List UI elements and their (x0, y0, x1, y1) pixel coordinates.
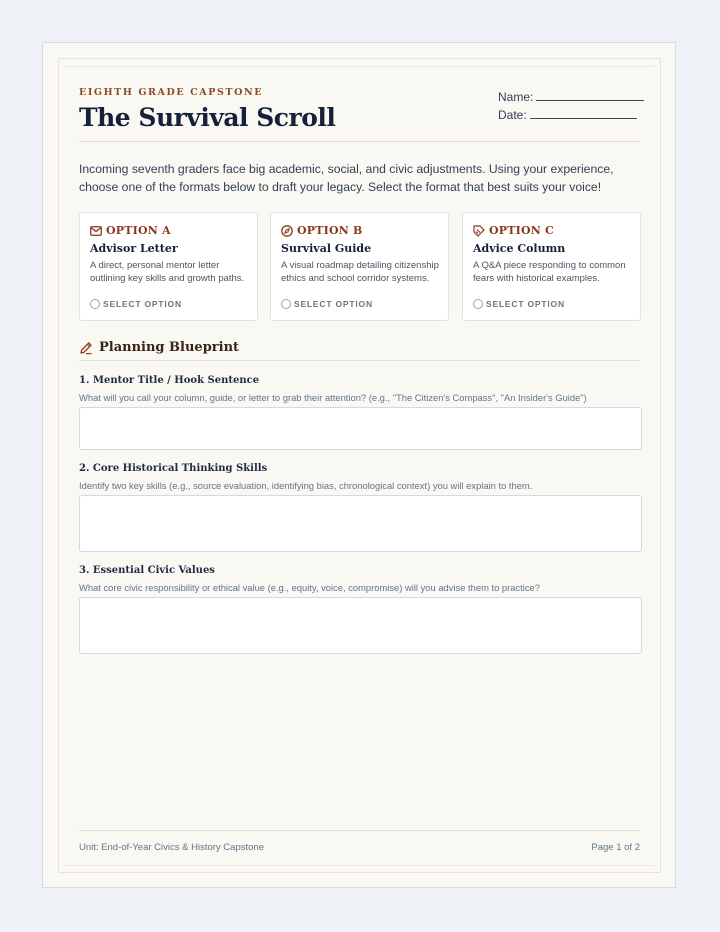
option-a-tag: OPTION A (106, 224, 171, 237)
date-field[interactable] (498, 107, 637, 122)
option-c-description: A Q&A piece responding to common fears with historical examples. (473, 260, 626, 284)
option-c-header (473, 224, 554, 237)
footer-divider (79, 830, 640, 831)
option-c-tag: OPTION C (489, 224, 555, 237)
question-2-label: 2. Core Historical Thinking Skills (79, 463, 268, 474)
bottom-rule (64, 865, 655, 866)
option-b-title: Survival Guide (281, 242, 372, 255)
option-c-radio[interactable] (473, 299, 483, 309)
footer-page-number: Page 1 of 2 (591, 842, 640, 853)
page-title: The Survival Scroll (79, 103, 336, 132)
option-b-select-label: SELECT OPTION (294, 299, 373, 309)
worksheet-page (42, 42, 676, 888)
date-label: Date: (498, 108, 527, 122)
pencil-icon (79, 341, 93, 355)
option-b-select[interactable] (281, 299, 373, 309)
header-divider (79, 141, 640, 142)
option-c-title: Advice Column (473, 242, 566, 255)
question-1-answer-field[interactable] (79, 407, 642, 450)
option-b-radio[interactable] (281, 299, 291, 309)
question-3-answer-field[interactable] (79, 597, 642, 654)
option-a-header (90, 224, 171, 237)
option-b-header (281, 224, 363, 237)
question-3-label: 3. Essential Civic Values (79, 565, 215, 576)
option-a-radio[interactable] (90, 299, 100, 309)
footer-unit: Unit: End-of-Year Civics & History Capstone (79, 842, 264, 853)
name-label: Name: (498, 90, 534, 104)
blueprint-header (79, 340, 239, 355)
envelope-icon (90, 226, 102, 236)
option-a-select[interactable] (90, 299, 182, 309)
question-1-label: 1. Mentor Title / Hook Sentence (79, 375, 260, 386)
question-3-hint: What core civic responsibility or ethical value (e.g., equity, voice, compromise) will you advise them to practice? (79, 582, 540, 593)
question-1-hint: What will you call your column, guide, or letter to grab their attention? (e.g., "The Citizen's Compass", "An Insider's Guide") (79, 392, 587, 403)
eyebrow-label: EIGHTH GRADE CAPSTONE (79, 87, 264, 98)
page-frame (58, 58, 661, 873)
option-card-a[interactable] (79, 212, 258, 321)
option-a-select-label: SELECT OPTION (103, 299, 182, 309)
option-c-select[interactable] (473, 299, 565, 309)
option-card-c[interactable] (462, 212, 641, 321)
option-a-title: Advisor Letter (90, 242, 178, 255)
option-card-b[interactable] (270, 212, 449, 321)
blueprint-divider (79, 360, 640, 361)
option-b-tag: OPTION B (297, 224, 363, 237)
name-field[interactable] (498, 89, 644, 104)
intro-paragraph: Incoming seventh graders face big academic, social, and civic adjustments. Using your experience, choose one of the formats below to draft your legacy. Select the format that best suits your voice! (79, 162, 614, 194)
name-line[interactable] (536, 89, 644, 101)
question-2-answer-field[interactable] (79, 495, 642, 552)
question-2-hint: Identify two key skills (e.g., source evaluation, identifying bias, chronological context) you will explain to them. (79, 480, 533, 491)
top-rule (64, 66, 655, 67)
newspaper-icon (473, 225, 485, 237)
option-c-select-label: SELECT OPTION (486, 299, 565, 309)
option-a-description: A direct, personal mentor letter outlining key skills and growth paths. (90, 260, 245, 284)
compass-icon (281, 225, 293, 237)
date-line[interactable] (530, 107, 637, 119)
blueprint-title: Planning Blueprint (99, 340, 240, 355)
option-b-description: A visual roadmap detailing citizenship ethics and school corridor systems. (281, 260, 439, 284)
